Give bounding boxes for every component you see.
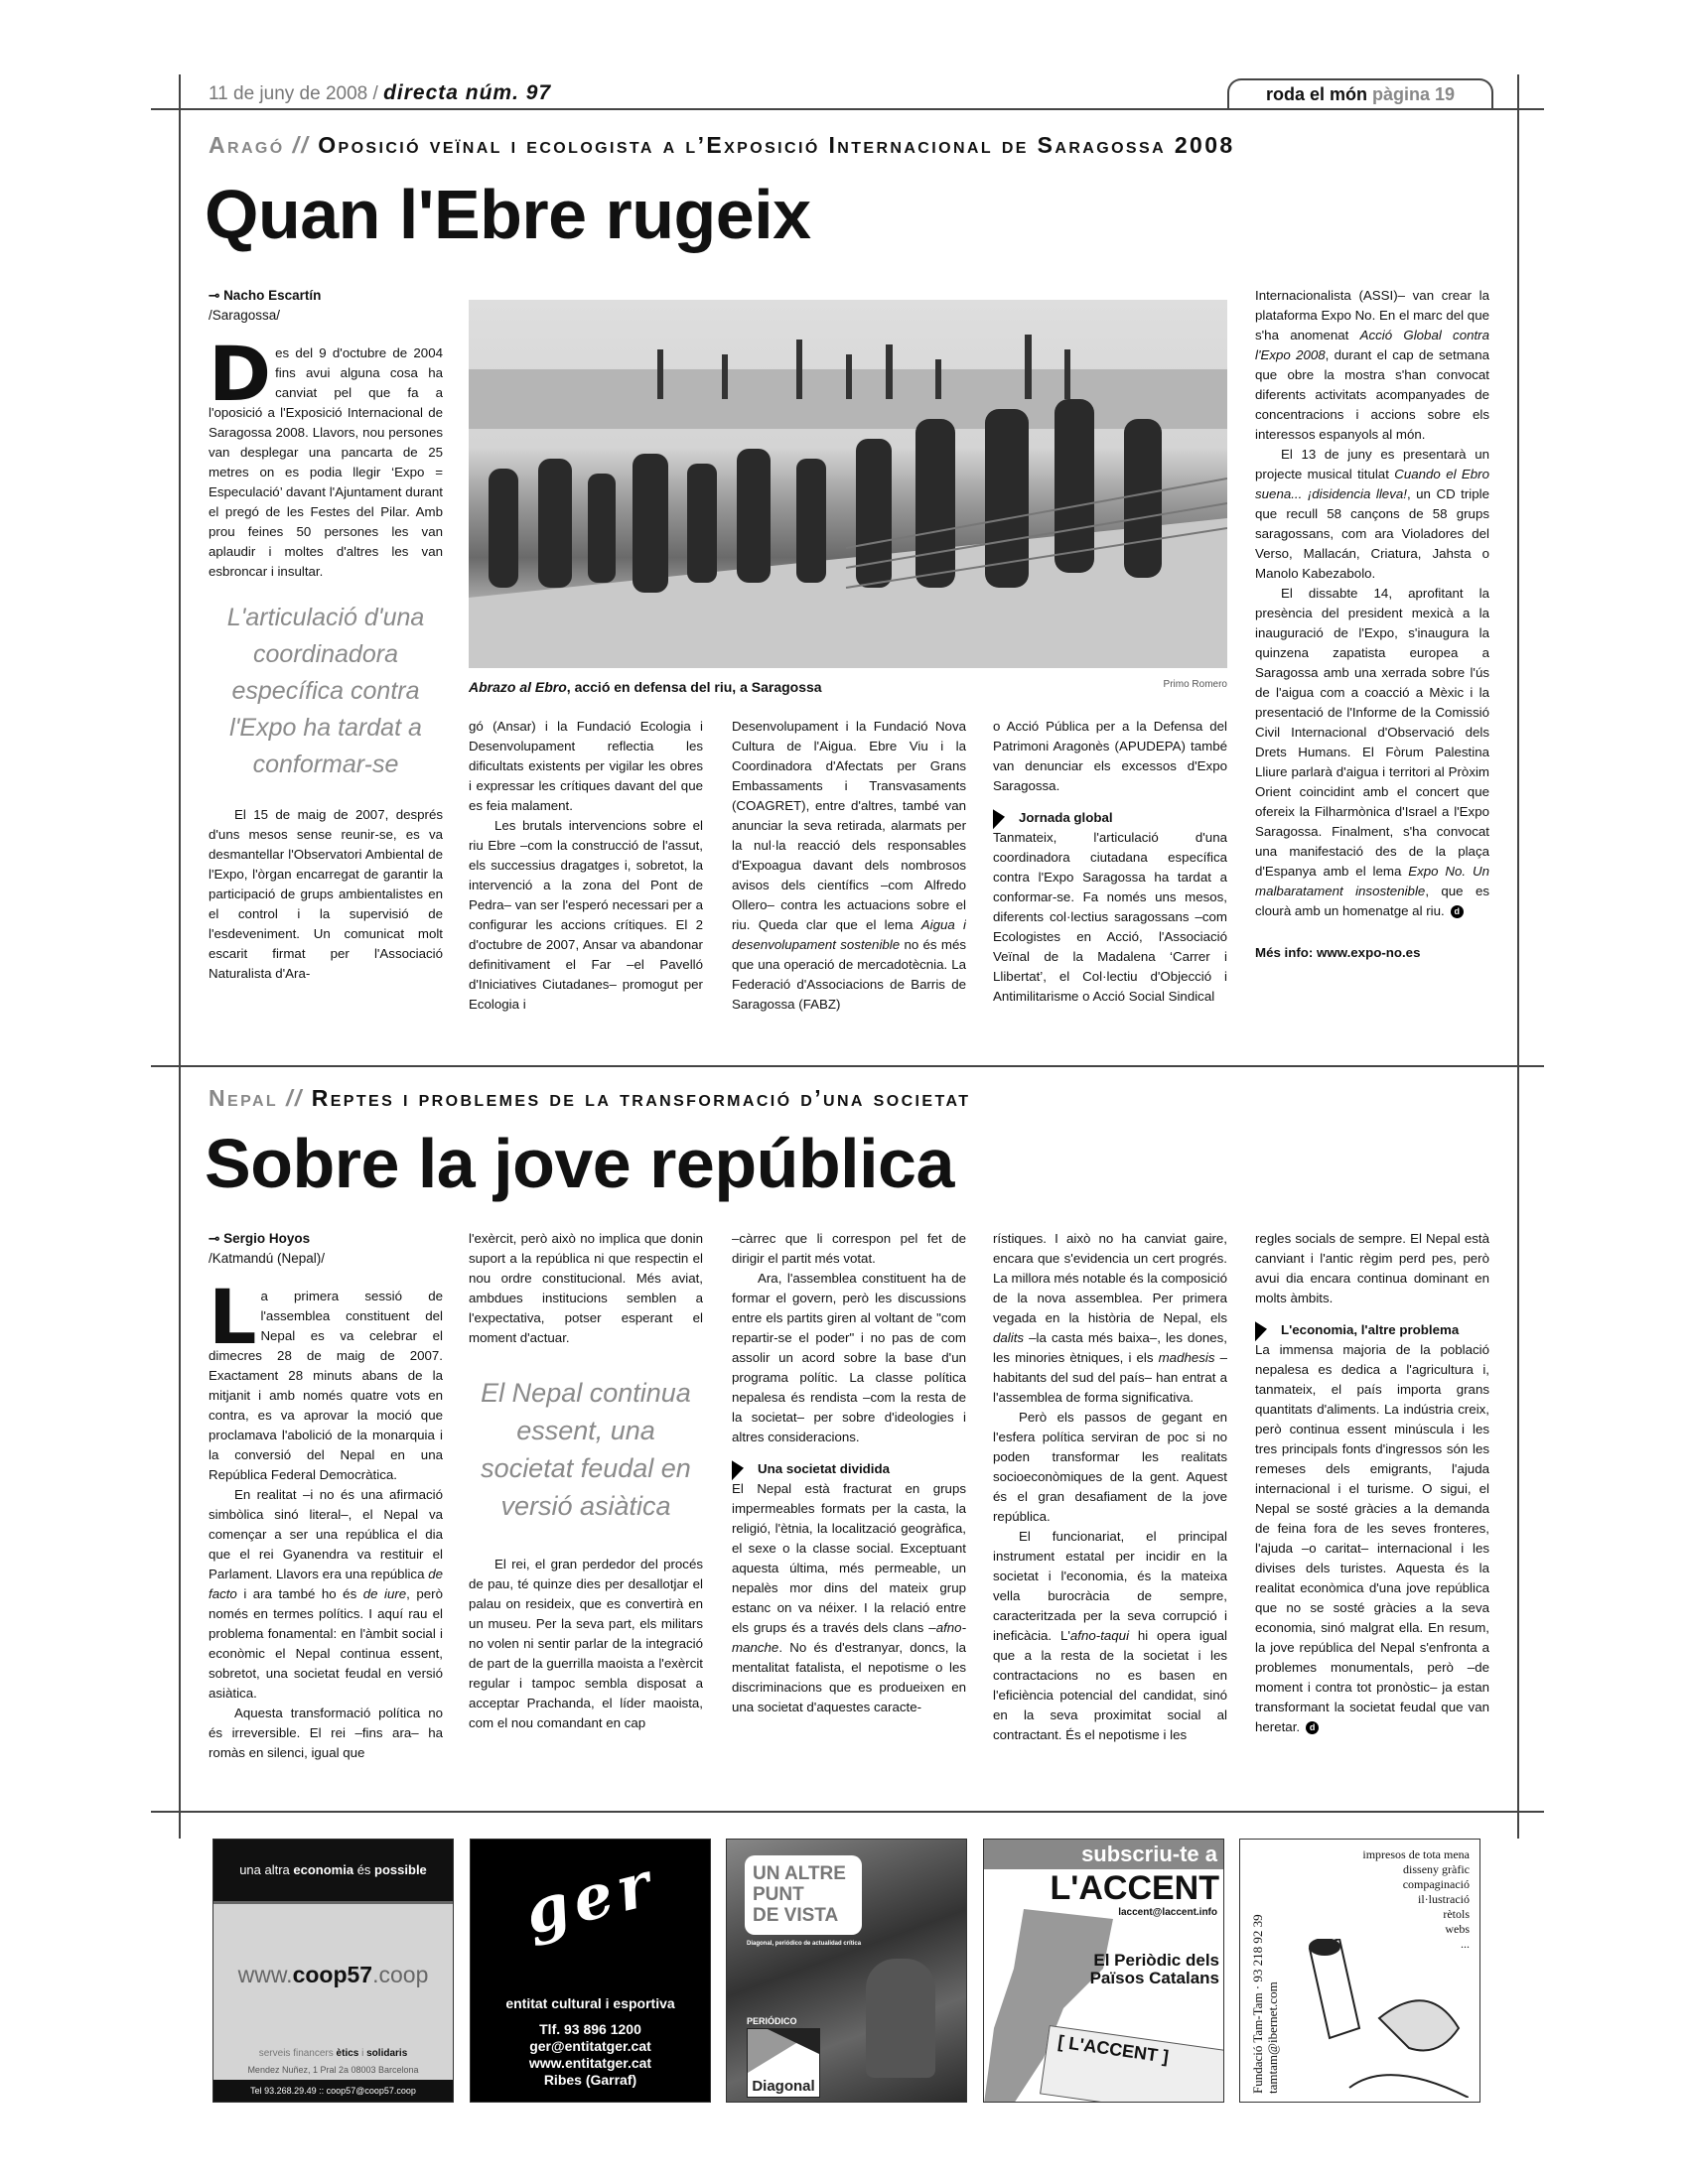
kicker-region: Nepal bbox=[209, 1085, 279, 1111]
text-run: no és més que una operació de mercadotècnia. La Federació d'Associacions de Barris de Saragossa (FABZ) bbox=[732, 937, 966, 1012]
diagonal-logo-icon bbox=[748, 2029, 819, 2073]
photo-illustration bbox=[469, 300, 1227, 668]
text-run: El Nepal està fracturat en grups impermeables formats per la casta, la religió, l'ètnia, la localització geogràfica, el sexe o la classe social. Exceptuant aquesta última, més permeable, un nepalès mor dins del mateix grup estanc on va néixer. I la relació entre els grups és a través dels clans – bbox=[732, 1481, 966, 1635]
text-run: , un CD triple que recull 58 cançons de 58 grups saragossans, com ara Violadores del Verso, Mallacán, Criatura, Jahsta o Manolo Kabezabolo. bbox=[1255, 486, 1489, 581]
author-name: Nacho Escartín bbox=[223, 288, 322, 303]
url-brand: coop57 bbox=[292, 1962, 373, 1987]
ad-diagonal[interactable] bbox=[726, 1839, 967, 2103]
tamtam-org: Fundació Tam-Tam · 93 218 92 39 bbox=[1250, 1914, 1265, 2094]
paragraph bbox=[1255, 584, 1489, 921]
service-item: webs bbox=[1445, 1922, 1470, 1936]
text-run: hi opera igual que a la resta de la societat i les contractacions no es basen en l'eficiència potencial del candidat, sinó en la seva proximitat social al contractant. És el nepotisme i les bbox=[993, 1628, 1227, 1742]
kicker-slashes: // bbox=[292, 132, 311, 158]
coop57-services bbox=[213, 2048, 453, 2059]
ad-laccent[interactable] bbox=[983, 1839, 1224, 2103]
text-run: a primera sessió de l'assemblea constituent del Nepal es va celebrar el dimecres 28 de maig de 2007. Exactament 28 minuts abans de la mitjanit i amb només quatre vots en contra, es va aprovar la moció que proclamava l'abolició de la monarquia i la conversió del Nepal en una República Federal Democràtica. bbox=[209, 1289, 443, 1482]
author-byline bbox=[209, 1229, 443, 1249]
coop57-tagline bbox=[213, 1840, 453, 1904]
tagline-text: és bbox=[353, 1862, 375, 1877]
ger-logo: ger bbox=[516, 1845, 664, 1950]
ger-place: Ribes (Garraf) bbox=[543, 2072, 637, 2088]
issue-number: directa núm. 97 bbox=[383, 81, 552, 104]
slogan-line: Països Catalans bbox=[1089, 1969, 1219, 1987]
author-byline bbox=[209, 286, 443, 306]
paragraph bbox=[993, 1408, 1227, 1527]
services-text: serveis financers bbox=[258, 2048, 337, 2059]
text-run: Aquesta transformació política no és irreversible. El rei –fins ara– ha romàs en silenci, igual que bbox=[209, 1706, 443, 1760]
page-border-right bbox=[1517, 74, 1519, 1839]
dateline-location: /Saragossa/ bbox=[209, 308, 281, 323]
diagonal-photo-child bbox=[866, 1959, 935, 2078]
issue-date: 11 de juny de 2008 / bbox=[209, 83, 384, 104]
tamtam-contact bbox=[1250, 1914, 1280, 2094]
ad-tamtam[interactable] bbox=[1239, 1839, 1480, 2103]
italic-run: Expo No. Un malbaratament insostenible bbox=[1255, 864, 1489, 898]
text-run: –la casta més baixa–, les dones, les minories ètniques, i els bbox=[993, 1330, 1227, 1365]
text-run: . No és d'estranyar, doncs, la mentalitat fatalista, el nepotisme o les discriminacions que es produeixen en una societat d'aquestes caracte- bbox=[732, 1640, 966, 1714]
ger-contact bbox=[471, 2021, 710, 2089]
italic-run: dalits bbox=[993, 1330, 1025, 1345]
byline-icon: ⊸ bbox=[209, 288, 224, 303]
text-run: , que es clourà amb un homenatge al riu. bbox=[1255, 884, 1489, 918]
column-body bbox=[1255, 1229, 1489, 1737]
megaphone-illustration-icon bbox=[1290, 1939, 1469, 2098]
article1-column-3 bbox=[732, 717, 966, 1044]
text-run: En realitat –i no és una afirmació simbòlica sinó literal–, el Nepal va començar a ser una república el dia que el rei Gyanendra va restituir el Parlament. Llavors era una república bbox=[209, 1487, 443, 1581]
column-body bbox=[469, 717, 703, 1015]
diagonal-headline bbox=[745, 1855, 862, 1935]
ads-separator bbox=[151, 1811, 1544, 1813]
paragraph bbox=[732, 717, 966, 1015]
paragraph bbox=[209, 1704, 443, 1763]
paragraph bbox=[209, 1273, 443, 1485]
paragraph bbox=[209, 330, 443, 582]
column-body bbox=[993, 1229, 1227, 1745]
headline-line: PUNT bbox=[753, 1884, 804, 1905]
italic-run: Acció Global contra l'Expo 2008 bbox=[1255, 328, 1489, 362]
subheading bbox=[993, 808, 1227, 828]
subheading-text: Jornada global bbox=[1019, 810, 1113, 825]
italic-run: de facto bbox=[209, 1567, 443, 1601]
paragraph bbox=[1255, 1340, 1489, 1737]
paragraph bbox=[209, 805, 443, 984]
service-item: il·lustració bbox=[1418, 1892, 1470, 1906]
article2-kicker bbox=[209, 1085, 970, 1112]
byline-icon: ⊸ bbox=[209, 1231, 224, 1246]
coop57-contact: Tel 93.268.29.49 :: coop57@coop57.coop bbox=[213, 2080, 453, 2102]
text-run: El funcionariat, el principal instrument estatal per incidir en la societat i l'economia, és la mateixa vella burocràcia de sempre, caracteritzada per la seva corrupció i ineficàcia. L' bbox=[993, 1529, 1227, 1643]
article2-column-4 bbox=[993, 1229, 1227, 1793]
paragraph bbox=[469, 1229, 703, 1348]
paragraph bbox=[1255, 445, 1489, 584]
ad-ger[interactable] bbox=[470, 1839, 711, 2103]
article2-column-1 bbox=[209, 1229, 443, 1793]
tagline-bold: possible bbox=[374, 1862, 427, 1877]
text-run: Les brutals intervencions sobre el riu Ebre –com la construcció de l'assut, els successius dragatges i, sobretot, la intervenció a la zona del Pont de Pedra– van ser l'esperó necessari per a configurar les accions crítiques. El 2 d'octubre de 2007, Ansar va abandonar definitivament el Far –el Pavelló d'Iniciatives Ciutadanes– promogut per Ecologia i bbox=[469, 818, 703, 1012]
ger-phone: Tlf. 93 896 1200 bbox=[539, 2021, 641, 2037]
paragraph bbox=[993, 828, 1227, 1007]
accent-name: L'ACCENT bbox=[1050, 1869, 1219, 1907]
diagonal-name: Diagonal bbox=[752, 2078, 815, 2095]
subheading bbox=[732, 1459, 966, 1479]
paragraph bbox=[993, 1229, 1227, 1408]
italic-run: afno-taqui bbox=[1069, 1628, 1130, 1643]
text-run: Ara, l'assemblea constituent ha de formar el govern, però les discussions entre els partits giren al voltant de "com repartir-se el poder" i no pas de com assolir un acord sobre la base d'un programa polític. La classe política nepalesa és rendista –com la resta de la societat– per sobre d'ideologies i altres consideracions. bbox=[732, 1271, 966, 1444]
page-number: pàgina 19 bbox=[1372, 84, 1456, 104]
paragraph bbox=[469, 1555, 703, 1733]
text-run: –habitants del sud del país– han entrat a l'assemblea de forma significativa. bbox=[993, 1350, 1227, 1405]
subheading-text: Una societat dividida bbox=[758, 1461, 891, 1476]
article2-column-3 bbox=[732, 1229, 966, 1793]
url-part: .coop bbox=[372, 1962, 429, 1987]
column-body bbox=[732, 1229, 966, 1717]
coop57-address: Mendez Nuñez, 1 Pral 2a 08003 Barcelona bbox=[247, 2065, 419, 2075]
tamtam-services bbox=[1362, 1847, 1470, 1952]
article-separator bbox=[151, 1065, 1544, 1067]
italic-run: afno-manche bbox=[732, 1620, 966, 1655]
service-item: impresos de tota mena bbox=[1362, 1847, 1470, 1861]
text-run: , durant el cap de setmana que obre la mostra s'han convocat diferents activitats acompanyades de concentracions i accions sobre els interessos espanyols al món. bbox=[1255, 347, 1489, 442]
kicker-slashes: // bbox=[286, 1085, 304, 1111]
text-run: i ara també ho és bbox=[236, 1586, 363, 1601]
paragraph bbox=[209, 1485, 443, 1704]
service-item: compaginació bbox=[1402, 1877, 1470, 1891]
page-border-left bbox=[179, 74, 181, 1839]
italic-run: Aigua i desenvolupament sostenible bbox=[732, 917, 966, 952]
end-mark-icon: d bbox=[1451, 905, 1464, 918]
accent-cta: subscriu-te a bbox=[984, 1840, 1223, 1869]
paragraph bbox=[732, 1479, 966, 1717]
italic-run: madhesis bbox=[1158, 1350, 1215, 1365]
text-run: rístiques. I això no ha canviat gaire, encara que s'evidencia un cert progrés. La millora més notable és la composició de la nova assemblea. Per primera vegada en la història de Nepal, els bbox=[993, 1231, 1227, 1325]
coop57-url bbox=[213, 1962, 453, 1988]
text-run: –càrrec que li correspon pel fet de dirigir el partit més votat. bbox=[732, 1231, 966, 1266]
author-name: Sergio Hoyos bbox=[223, 1231, 311, 1246]
pull-quote: L'articulació d'una coordinadora específica contra l'Expo ha tardat a conformar-se bbox=[226, 604, 425, 778]
text-run: regles socials de sempre. El Nepal està canviant i l'antic règim perd pes, però avui dia encara continua dominant en molts àmbits. bbox=[1255, 1231, 1489, 1305]
tagline-text: una altra bbox=[239, 1862, 294, 1877]
ad-coop57[interactable] bbox=[212, 1839, 454, 2103]
triangle-bullet-icon bbox=[993, 807, 1005, 830]
accent-email: laccent@laccent.info bbox=[1118, 1907, 1217, 1918]
italic-run: Cuando el Ebro suena... ¡disidencia lleva! bbox=[1255, 467, 1489, 501]
dateline-location: /Katmandú (Nepal)/ bbox=[209, 1251, 326, 1266]
tagline-bold: economia bbox=[293, 1862, 354, 1877]
article1-column-1 bbox=[209, 286, 443, 1042]
text-run: , però només en termes polítics. I aquí rau el problema fonamental: en l'àmbit social i econòmic el Nepal continua essent, sobretot, una societat feudal en versió asiàtica. bbox=[209, 1586, 443, 1701]
article1-column-5 bbox=[1255, 286, 1489, 1044]
article2-headline: Sobre la jove república bbox=[205, 1125, 954, 1202]
column-body bbox=[993, 717, 1227, 1007]
diagonal-subtitle: Diagonal, periódico de actualidad crítica bbox=[747, 1941, 862, 1947]
triangle-bullet-icon bbox=[732, 1458, 744, 1481]
text-run: Tanmateix, l'articulació d'una coordinadora ciutadana específica contra l'Expo Saragossa ha tardat a conformar-se. Fa només uns mesos, diferents col·lectius saragossans –com Ecologistes en Acció, l'Associació Veïnal de la Madalena ‘Carrer i Llibertat’, el Col·lectiu d'Objecció i Antimilitarisme o Acció Social Sindical bbox=[993, 830, 1227, 1004]
service-item: rètols bbox=[1443, 1907, 1470, 1921]
drop-cap: L bbox=[209, 1273, 257, 1361]
article2-column-2 bbox=[469, 1229, 703, 1793]
italic-run: de iure bbox=[362, 1586, 407, 1601]
article1-kicker bbox=[209, 132, 1235, 159]
tamtam-email: tamtam@ibernet.com bbox=[1265, 1981, 1280, 2094]
column-body bbox=[469, 1229, 703, 1733]
text-run: gó (Ansar) i la Fundació Ecologia i Desenvolupament reflectia les dificultats existents per vigilar les obres i expressar les crítiques davant del que es feia malament. bbox=[469, 719, 703, 813]
photo-credit: Primo Romero bbox=[1163, 679, 1227, 690]
subheading-text: L'economia, l'altre problema bbox=[1281, 1322, 1460, 1337]
issue-header bbox=[209, 81, 551, 105]
url-part: www. bbox=[237, 1962, 293, 1987]
text-run: El 13 de juny es presentarà un projecte musical titulat bbox=[1255, 447, 1489, 481]
paragraph bbox=[732, 1269, 966, 1447]
text-run: Desenvolupament i la Fundació Nova Cultura de l'Aigua. Ebre Viu i la Coordinadora d'Afectats per Grans Embassaments i Transvasaments (COAGRET), entre d'altres, també van anunciar la seva retirada, alarmats per la nul·la reacció dels responsables d'Expoagua davant dels nombrosos avisos dels científics –com Alfredo Ollero– contra les actuacions sobre el riu. Queda clar que el lema bbox=[732, 719, 966, 932]
photo-promenade bbox=[469, 518, 1227, 668]
drop-cap: D bbox=[209, 330, 272, 418]
paragraph bbox=[469, 717, 703, 816]
column-body bbox=[209, 330, 443, 984]
diagonal-logo bbox=[747, 2028, 820, 2098]
kicker-topic: Oposició veïnal i ecologista a l’Exposició Internacional de Saragossa 2008 bbox=[318, 132, 1235, 158]
service-item: ... bbox=[1461, 1937, 1470, 1951]
paragraph bbox=[1255, 286, 1489, 445]
section-name: roda el món bbox=[1265, 84, 1367, 104]
newspaper-covers: [ L'ACCENT ] bbox=[1040, 2025, 1224, 2103]
text-run: Però els passos de gegant en l'esfera política serviran de poc si no poden transformar les realitats socioeconòmiques de la gent. Aquest és el gran desafiament de la jove república. bbox=[993, 1410, 1227, 1524]
article1-headline: Quan l'Ebre rugeix bbox=[205, 176, 811, 253]
text-run: El rei, el gran perdedor del procés de pau, té quinze dies per desallotjar el palau on resideix, que es convertirà en un museu. Per la seva part, els militars no volen ni sentir parlar de la integració de part de la guerrilla maoista a l'exèrcit regular i tampoc sembla disposat a acceptar Prachanda, el líder maoista, com el nou comandant en cap bbox=[469, 1557, 703, 1730]
paragraph bbox=[993, 717, 1227, 796]
ger-email: ger@entitatger.cat bbox=[529, 2038, 651, 2054]
triangle-bullet-icon bbox=[1255, 1319, 1267, 1342]
pull-quote: El Nepal continua essent, una societat feudal en versió asiàtica bbox=[481, 1378, 691, 1521]
headline-line: DE VISTA bbox=[753, 1905, 839, 1926]
photo-caption bbox=[469, 679, 1227, 695]
ger-web: www.entitatger.cat bbox=[528, 2055, 652, 2071]
kicker-topic: Reptes i problemes de la transformació d’una societat bbox=[311, 1085, 971, 1111]
paragraph bbox=[993, 1527, 1227, 1745]
accent-slogan bbox=[984, 1952, 1223, 1987]
services-bold: solidaris bbox=[366, 2048, 408, 2059]
section-tab bbox=[1227, 78, 1493, 110]
end-mark-icon: d bbox=[1306, 1721, 1319, 1734]
paragraph bbox=[732, 1229, 966, 1269]
column-body bbox=[209, 1273, 443, 1763]
article-photo bbox=[469, 300, 1227, 668]
text-run: l'exèrcit, però això no implica que donin suport a la república ni que respectin el nou ordre constitucional. Més aviat, ambdues institucions semblen a l'expectativa, potser esperant el moment d'actuar. bbox=[469, 1231, 703, 1345]
column-body bbox=[1255, 286, 1489, 963]
article1-column-4 bbox=[993, 717, 1227, 1044]
headline-line: UN ALTRE bbox=[753, 1863, 846, 1884]
diagonal-label: PERIÓDICO bbox=[747, 2016, 797, 2026]
article1-column-2 bbox=[469, 717, 703, 1044]
article2-column-5 bbox=[1255, 1229, 1489, 1793]
ger-description: entitat cultural i esportiva bbox=[505, 1995, 675, 2011]
service-item: disseny gràfic bbox=[1403, 1862, 1470, 1876]
slogan-line: El Periòdic dels bbox=[1093, 1951, 1219, 1970]
text-run: o Acció Pública per a la Defensa del Patrimoni Aragonès (APUDEPA) també van denunciar els excessos d'Expo Saragossa. bbox=[993, 719, 1227, 793]
column-body bbox=[732, 717, 966, 1015]
paragraph bbox=[469, 816, 703, 1015]
more-info-link: Més info: www.expo-no.es bbox=[1255, 945, 1421, 960]
text-run: es del 9 d'octubre de 2004 fins avui alguna cosa ha canviat pel que fa a l'oposició a l'Exposició Internacional de Saragossa 2008. Llavors, nou persones van desplegar una pancarta de 25 metres on es podia llegir ‘Expo = Especulació’ davant l'Ajuntament durant el pregó de les Festes del Pilar. Amb prou feines 50 persones les van aplaudir i moltes d'altres les van esbroncar i insultar. bbox=[209, 345, 443, 579]
paragraph bbox=[1255, 1229, 1489, 1308]
text-run: Internacionalista (ASSI)– van crear la plataforma Expo No. En el marc del que s'ha anomenat bbox=[1255, 288, 1489, 342]
kicker-region: Aragó bbox=[209, 132, 285, 158]
caption-title: Abrazo al Ebro bbox=[469, 679, 567, 695]
subheading bbox=[1255, 1320, 1489, 1340]
caption-text: , acció en defensa del riu, a Saragossa bbox=[566, 679, 822, 695]
services-text: i bbox=[358, 2048, 367, 2059]
services-bold: ètics bbox=[336, 2048, 359, 2059]
text-run: La immensa majoria de la població nepalesa es dedica a l'agricultura i, tanmateix, el país importa grans quantitats d'aliments. La indústria creix, però continua essent minúscula i les tres principals fonts d'ingressos són les remeses dels emigrants, l'ajuda internacional i el turisme. O sigui, el Nepal se sosté gràcies a la demanda de feina fora de les seves fronteres, l'ajuda –o caritat– internacional i les divises dels turistes. Aquesta és la realitat econòmica d'una jove república que no se sosté gràcies a la seva economia, sinó malgrat ella. En resum, la jove república del Nepal s'enfronta a problemes monumentals, però –de moment i contra tot pronòstic– ja estan transformant la societat feudal que van heretar. bbox=[1255, 1342, 1489, 1734]
text-run: El 15 de maig de 2007, després d'uns mesos sense reunir-se, es va desmantellar l'Observatori Ambiental de l'Expo, l'òrgan encarregat de garantir la participació de grups ambientalistes en el control i la supervisió de l'esdeveniment. Un comunicat molt escarit firmat per l'Associació Naturalista d'Ara- bbox=[209, 807, 443, 981]
text-run: El dissabte 14, aprofitant la presència del president mexicà a la inauguració de l'Expo, s'inaugura la quinzena zapatista europea a Saragossa amb una xerrada sobre l'ús de l'aigua com a coacció a Mèxic i la presentació de l'Informe de la Comissió Civil Internacional d'Observació dels Drets Humans. El Fòrum Palestina Lliure parlarà d'aigua i territori al Pròxim Orient coincidint amb el concert que ofereix la Filharmònica d'Israel a l'Expo Saragossa. Finalment, s'ha convocat una manifestació des de la plaça d'Espanya amb el lema bbox=[1255, 586, 1489, 879]
